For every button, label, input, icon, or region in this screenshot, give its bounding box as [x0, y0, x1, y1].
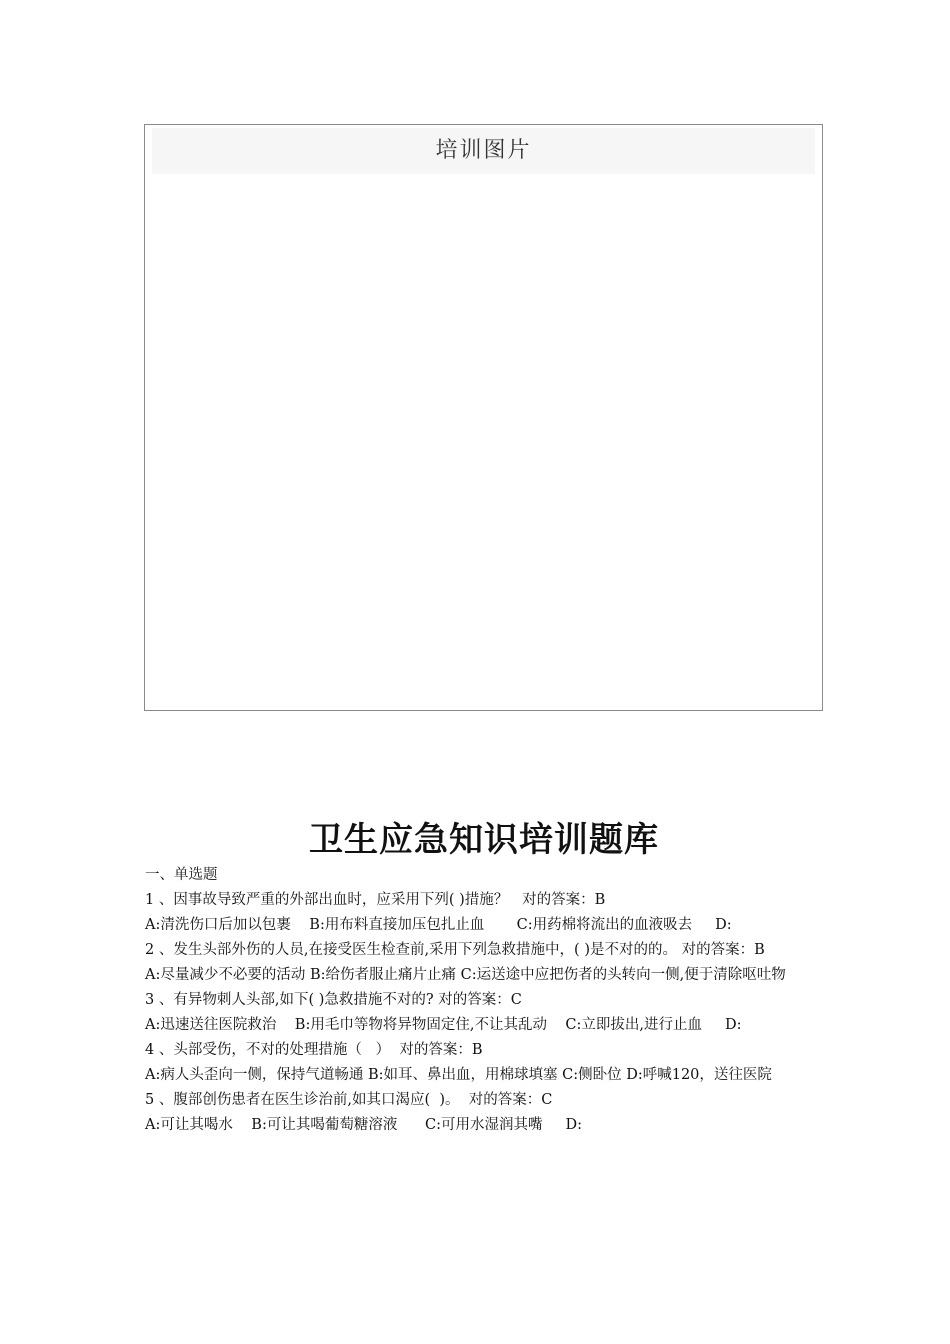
question-3-options: A:迅速送往医院救治 B:用毛巾等物将异物固定住,不让其乱动 C:立即拔出,进行止血 D: — [145, 1017, 742, 1033]
question-1-options: A:清洗伤口后加以包裹 B:用布料直接加压包扎止血 C:用药棉将流出的血液吸去 D: — [145, 917, 732, 933]
question-2: 2 、发生头部外伤的人员,在接受医生检查前,采用下列急救措施中，( )是不对的的。 对的答案：B — [145, 942, 765, 958]
image-caption: 培训图片 — [152, 128, 815, 174]
section-heading: 一、单选题 — [145, 867, 218, 883]
question-bank-body — [145, 863, 810, 1138]
question-4: 4 、头部受伤，不对的处理措施（ ） 对的答案：B — [145, 1042, 483, 1058]
question-2-options: A:尽量减少不必要的活动 B:给伤者服止痛片止痛 C:运送途中应把伤者的头转向一侧,便于清除呕吐物 — [145, 967, 786, 983]
document-title: 卫生应急知识培训题库 — [309, 820, 659, 860]
question-3: 3 、有异物刺人头部,如下( )急救措施不对的? 对的答案：C — [145, 992, 522, 1008]
training-image-frame — [144, 124, 823, 711]
question-5-options: A:可让其喝水 B:可让其喝葡萄糖溶液 C:可用水湿润其嘴 D: — [145, 1117, 583, 1133]
question-1: 1 、因事故导致严重的外部出血时，应采用下列( )措施？ 对的答案：B — [145, 892, 606, 908]
question-4-options: A:病人头歪向一侧，保持气道畅通 B:如耳、鼻出血，用棉球填塞 C:侧卧位 D:呼喊120，送往医院 — [145, 1067, 772, 1083]
question-5: 5 、腹部创伤患者在医生诊治前,如其口渴应( )。 对的答案：C — [145, 1092, 553, 1108]
